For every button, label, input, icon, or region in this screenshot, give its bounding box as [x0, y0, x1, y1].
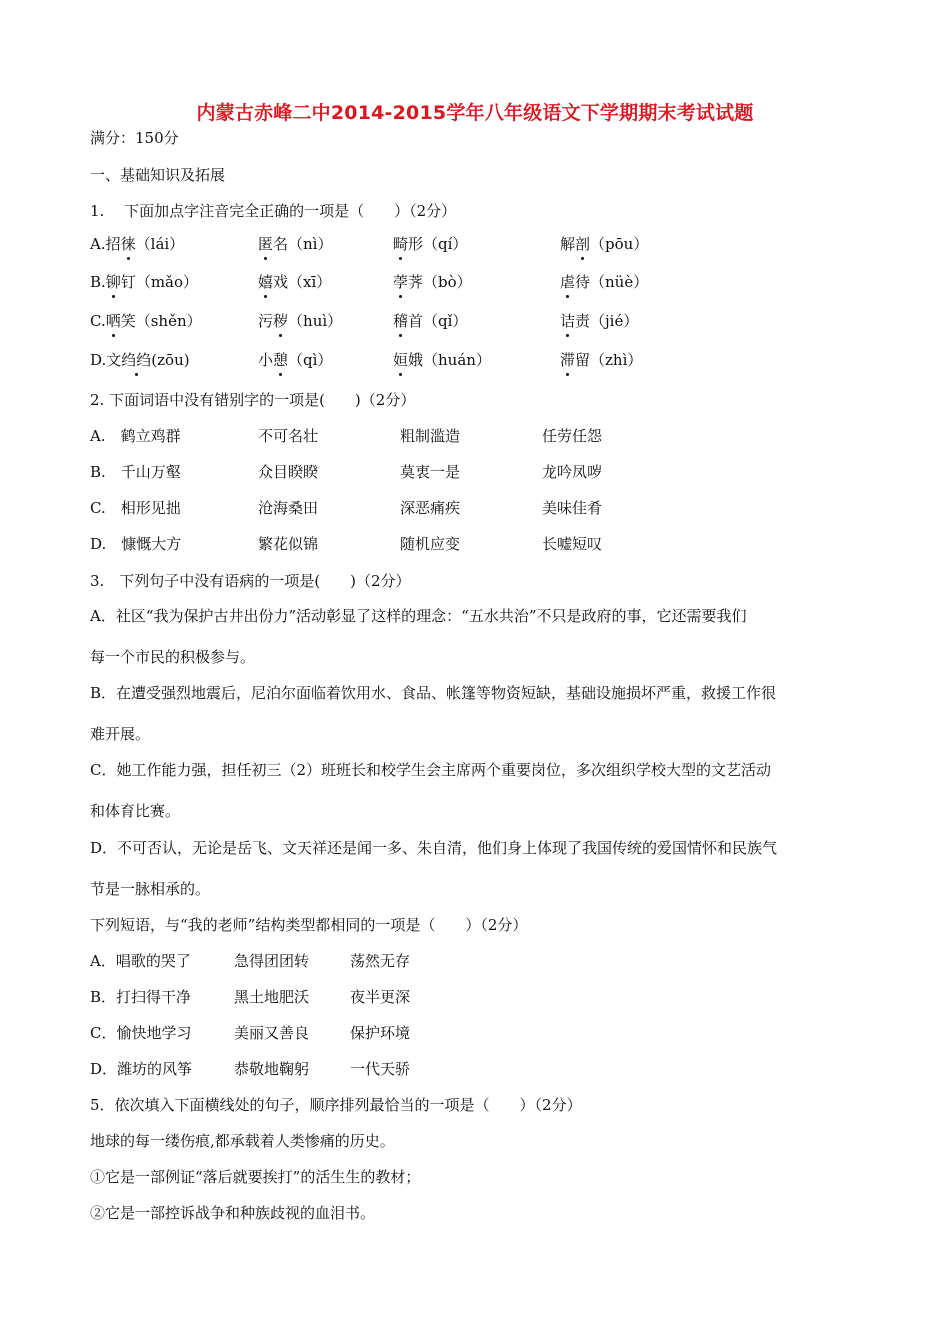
q3-option-text: 每一个市民的积极参与。 — [90, 648, 256, 666]
word-part: （huì） — [288, 312, 343, 330]
q4-option-word: 急得团团转 — [234, 952, 310, 970]
q1-option-word — [90, 272, 198, 292]
word-part: 文 — [106, 351, 122, 369]
word-part: 娥（huán） — [408, 351, 491, 369]
q4-option-word: D．潍坊的风筝 — [90, 1060, 193, 1078]
word-part: 名（nì） — [273, 235, 333, 253]
q4-option-word: 夜半更深 — [350, 988, 411, 1006]
dotted-character: 剖 — [575, 235, 591, 253]
dotted-character: 绉绉 — [121, 351, 152, 369]
q4-option-word: 荡然无存 — [350, 952, 411, 970]
q1-stem: 1. 下面加点字注音完全正确的一项是（ ）（2分） — [90, 202, 457, 220]
dotted-character: 哂 — [105, 312, 121, 330]
q1-option-word — [90, 234, 184, 254]
dotted-character: 铆 — [105, 273, 121, 291]
dotted-character: 畸 — [393, 235, 409, 253]
page-title: 内蒙古赤峰二中2014-2015学年八年级语文下学期期末考试试题 — [196, 102, 754, 124]
dotted-character: 稽 — [393, 312, 409, 330]
option-label: C. — [90, 312, 106, 330]
word-part: （pōu） — [590, 235, 649, 253]
q5-passage-line: 地球的每一缕伤痕,都承载着人类惨痛的历史。 — [90, 1132, 395, 1150]
q1-option-word — [393, 311, 467, 331]
q4-option-word: 一代天骄 — [350, 1060, 411, 1078]
q4-option-word: 美丽又善良 — [234, 1024, 310, 1042]
word-part: （qì） — [288, 351, 333, 369]
q3-option-text: 和体育比赛。 — [90, 802, 181, 820]
option-label: A. — [90, 235, 106, 253]
q4-option-word: 恭敬地鞠躬 — [234, 1060, 310, 1078]
word-part: 小 — [258, 351, 274, 369]
q4-stem: 下列短语，与“我的老师”结构类型都相同的一项是（ ）（2分） — [90, 916, 528, 934]
dotted-character: 滞 — [560, 351, 576, 369]
word-part: 待（nüè） — [575, 273, 649, 291]
option-label: D. — [90, 351, 107, 369]
q2-option-word: 众目睽睽 — [258, 463, 319, 481]
q4-option-word: A．唱歌的哭了 — [90, 952, 191, 970]
q3-option-text: 节是一脉相承的。 — [90, 880, 211, 898]
q3-option-text: D．不可否认，无论是岳飞、文天祥还是闻一多、朱自清，他们身上体现了我国传统的爱国情怀和民族气 — [90, 839, 778, 857]
dotted-character: 秽 — [273, 312, 289, 330]
dotted-character: 匿 — [258, 235, 274, 253]
q2-option-word: 沧海桑田 — [258, 499, 319, 517]
q3-option-text: C．她工作能力强，担任初三（2）班班长和校学生会主席两个重要岗位，多次组织学校大型的文艺活动 — [90, 761, 772, 779]
q2-stem: 2. 下面词语中没有错别字的一项是( )（2分） — [90, 391, 416, 409]
q3-stem: 3. 下列句子中没有语病的一项是( )（2分） — [90, 572, 411, 590]
word-part: 戏（xī） — [273, 273, 332, 291]
q1-option-word — [90, 350, 190, 370]
q2-option-word: 龙吟凤哕 — [542, 463, 603, 481]
q2-option-word: B. 千山万壑 — [90, 463, 181, 481]
q1-option-word — [393, 272, 472, 292]
q2-option-word: 粗制滥造 — [400, 427, 461, 445]
q2-option-word: 莫衷一是 — [400, 463, 461, 481]
q1-option-word — [258, 234, 332, 254]
word-part: 钉（mǎo） — [120, 273, 199, 291]
word-part: 首（qǐ） — [408, 312, 468, 330]
q1-option-word — [258, 311, 342, 331]
word-part: 形（qí） — [408, 235, 468, 253]
word-part: 笑（shěn） — [120, 312, 202, 330]
q2-option-word: 长嘘短叹 — [542, 535, 603, 553]
q3-option-text: B．在遭受强烈地震后，尼泊尔面临着饮用水、食品、帐篷等物资短缺，基础设施损坏严重，救援工作很 — [90, 684, 777, 702]
dotted-character: 荸 — [393, 273, 409, 291]
q2-option-word: 随机应变 — [400, 535, 461, 553]
q2-option-word: 美味佳肴 — [542, 499, 603, 517]
q2-option-word: C. 相形见拙 — [90, 499, 181, 517]
q1-option-word — [258, 350, 332, 370]
q2-option-word: 任劳任怨 — [542, 427, 603, 445]
section-heading: 一、基础知识及拓展 — [90, 166, 226, 184]
word-part: 留（zhì） — [575, 351, 643, 369]
option-label: B. — [90, 273, 106, 291]
dotted-character: 徕 — [120, 235, 136, 253]
q2-option-word: 繁花似锦 — [258, 535, 319, 553]
q3-option-text: 难开展。 — [90, 725, 151, 743]
word-part: 解 — [560, 235, 576, 253]
word-part: （lái） — [135, 235, 185, 253]
q5-passage-line: ①它是一部例证“落后就要挨打”的活生生的教材； — [90, 1168, 421, 1186]
q1-option-word — [560, 234, 648, 254]
dotted-character: 诘 — [560, 312, 576, 330]
q5-stem: 5．依次填入下面横线处的句子，顺序排列最恰当的一项是（ ）（2分） — [90, 1096, 582, 1114]
q1-option-word — [560, 311, 638, 331]
dotted-character: 姮 — [393, 351, 409, 369]
q4-option-word: 保护环境 — [350, 1024, 411, 1042]
q1-option-word — [560, 272, 648, 292]
dotted-character: 嬉 — [258, 273, 274, 291]
q2-option-word: 深恶痛疾 — [400, 499, 461, 517]
q1-option-word — [258, 272, 331, 292]
q1-option-word — [560, 350, 642, 370]
q3-option-text: A．社区“我为保护古井出份力”活动彰显了这样的理念：“五水共治”不只是政府的事，它还需要我们 — [90, 607, 747, 625]
q1-option-word — [393, 234, 467, 254]
q2-option-word: A. 鹤立鸡群 — [90, 427, 181, 445]
dotted-character: 憩 — [273, 351, 289, 369]
q1-option-word — [90, 311, 202, 331]
q4-option-word: 黑土地肥沃 — [234, 988, 310, 1006]
word-part: 污 — [258, 312, 274, 330]
word-part: (zōu) — [151, 351, 190, 369]
q1-option-word — [393, 350, 491, 370]
q2-option-word: D. 慷慨大方 — [90, 535, 182, 553]
q4-option-word: C．愉快地学习 — [90, 1024, 192, 1042]
q5-passage-line: ②它是一部控诉战争和种族歧视的血泪书。 — [90, 1204, 376, 1222]
word-part: 责（jié） — [575, 312, 639, 330]
q2-option-word: 不可名壮 — [258, 427, 319, 445]
word-part: 荠（bò） — [408, 273, 472, 291]
word-part: 招 — [105, 235, 121, 253]
dotted-character: 虐 — [560, 273, 576, 291]
score-line: 满分：150分 — [90, 129, 179, 147]
q4-option-word: B．打扫得干净 — [90, 988, 192, 1006]
